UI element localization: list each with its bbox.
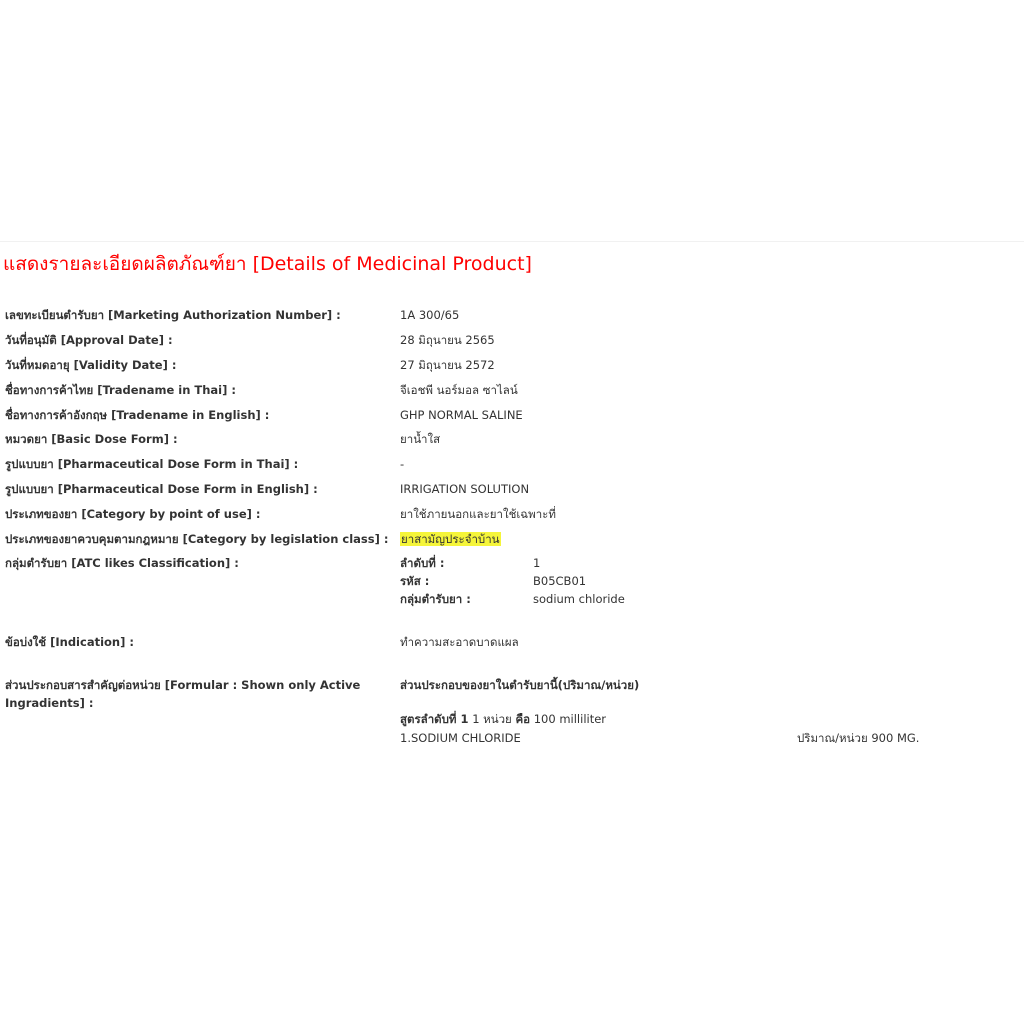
value-tradename-thai: จีเอชพี นอร์มอล ซาไลน์ [400,383,518,397]
ingredients-heading: ส่วนประกอบของยาในตำรับยานี้(ปริมาณ/หน่วย) [400,678,640,692]
value-validity-date: 27 มิถุนายน 2572 [400,358,495,372]
atc-code-key: รหัส : [400,574,430,588]
atc-code-value: B05CB01 [533,574,587,588]
page-title: แสดงรายละเอียดผลิตภัณฑ์ยา [Details of Medicinal Product] [3,253,532,275]
value-indication: ทำความสะอาดบาดแผล [400,635,519,649]
formula-is: คือ [515,712,531,726]
label-dose-form-english: รูปแบบยา [Pharmaceutical Dose Form in English] : [5,482,318,496]
atc-group-key: กลุ่มตำรับยา : [400,592,471,606]
formula-prefix: สูตรลำดับที่ 1 [400,712,469,726]
label-category-legislation: ประเภทของยาควบคุมตามกฎหมาย [Category by legislation class] : [5,532,389,546]
atc-order-value: 1 [533,556,541,570]
label-active-ingredients: ส่วนประกอบสารสำคัญต่อหน่วย [Formular : Shown only Active Ingradients] : [5,678,361,710]
value-category-legislation-highlight: ยาสามัญประจำบ้าน [401,532,500,546]
value-dose-form-thai: - [400,457,405,471]
label-validity-date: วันที่หมดอายุ [Validity Date] : [5,358,177,372]
label-tradename-english: ชื่อทางการค้าอังกฤษ [Tradename in English] : [5,408,270,422]
value-basic-dose-form: ยาน้ำใส [400,432,441,446]
formula-line [400,710,606,728]
formula-unit: 1 หน่วย [472,712,512,726]
value-dose-form-english: IRRIGATION SOLUTION [400,482,530,496]
label-approval-date: วันที่อนุมัติ [Approval Date] : [5,333,173,347]
value-approval-date: 28 มิถุนายน 2565 [400,333,495,347]
value-tradename-english: GHP NORMAL SALINE [400,408,523,422]
formula-amount: 100 milliliter [533,712,607,726]
label-basic-dose-form: หมวดยา [Basic Dose Form] : [5,432,178,446]
value-marketing-auth-number: 1A 300/65 [400,308,460,322]
atc-order-key: ลำดับที่ : [400,556,445,570]
value-category-point-of-use: ยาใช้ภายนอกและยาใช้เฉพาะที่ [400,507,556,521]
atc-group-value: sodium chloride [533,592,625,606]
label-indication: ข้อบ่งใช้ [Indication] : [5,635,134,649]
value-category-legislation-wrap [400,530,501,548]
label-marketing-auth-number: เลขทะเบียนตำรับยา [Marketing Authorization Number] : [5,308,341,322]
label-dose-form-thai: รูปแบบยา [Pharmaceutical Dose Form in Thai] : [5,457,299,471]
label-category-point-of-use: ประเภทของยา [Category by point of use] : [5,507,261,521]
ingredient-amount: ปริมาณ/หน่วย 900 MG. [797,731,920,745]
ingredient-name: 1.SODIUM CHLORIDE [400,731,521,745]
label-atc-classification: กลุ่มตำรับยา [ATC likes Classification] : [5,556,239,570]
label-tradename-thai: ชื่อทางการค้าไทย [Tradename in Thai] : [5,383,236,397]
top-divider [0,241,1024,242]
